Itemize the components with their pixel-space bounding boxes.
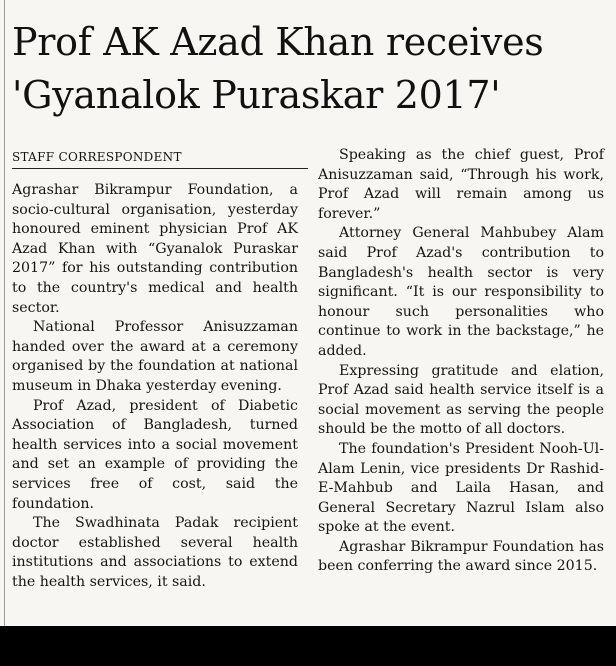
headline-line-2: 'Gyanalok Puraskar 2017'	[12, 73, 501, 117]
byline: STAFF CORRESPONDENT	[12, 150, 182, 164]
article-paragraph: The Swadhinata Padak recipient doctor established several health institutions and associations to extend the health services, it said.	[12, 515, 298, 590]
article-paragraph: Expressing gratitude and elation, Prof Azad said health service itself is a social movement as serving the people should be the motto of all doctors.	[318, 362, 604, 438]
article-paragraph: Agrashar Bikrampur Foundation, a socio-cultural organisation, yesterday honoured eminent physician Prof AK Azad Khan with “Gyanalok Puraskar 2017” for his outstanding contribution to the country's medical and health sector.	[12, 182, 298, 316]
article-paragraph: Agrashar Bikrampur Foundation has been conferring the award since 2015.	[318, 538, 604, 575]
article-paragraph: Prof Azad, president of Diabetic Association of Bangladesh, turned health services into a social movement and set an example of providing the services free of cost, said the foundation.	[12, 397, 298, 512]
column-rule	[4, 0, 5, 626]
article-column-left	[12, 181, 298, 592]
article-paragraph: National Professor Anisuzzaman handed over the award at a ceremony organised by the foundation at national museum in Dhaka yesterday evening.	[12, 319, 298, 394]
headline-line-1: Prof AK Azad Khan receives	[12, 20, 544, 64]
article-paragraph: Attorney General Mahbubey Alam said Prof Azad's contribution to Bangladesh's health sector is very significant. “It is our responsibility to honour such personalities who continue to work in the backstage,” he added.	[318, 225, 604, 359]
headline	[12, 16, 612, 122]
article-paragraph: The foundation's President Nooh-Ul-Alam Lenin, vice presidents Dr Rashid-E-Mahbub and Laila Hasan, and General Secretary Nazrul Islam also spoke at the event.	[318, 440, 604, 536]
article-column-right	[318, 146, 604, 577]
byline-divider	[12, 168, 308, 169]
article-paragraph: Speaking as the chief guest, Prof Anisuzzaman said, “Through his work, Prof Azad will remain among us forever.”	[318, 147, 604, 222]
